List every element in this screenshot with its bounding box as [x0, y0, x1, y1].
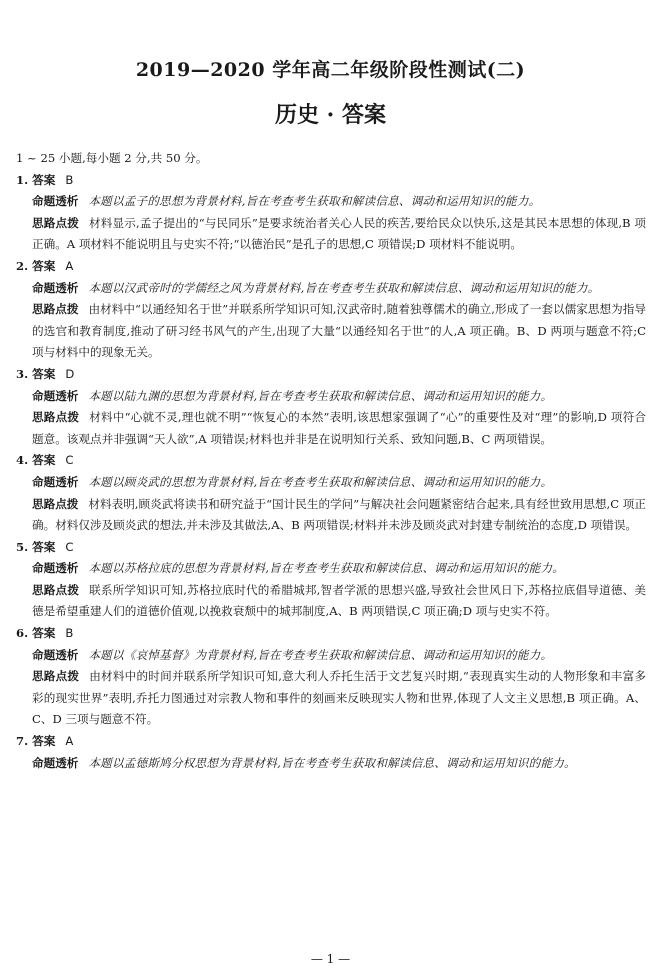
- analysis-text: 本题以孟子的思想为背景材料,旨在考查考生获取和解读信息、调动和运用知识的能力。: [88, 194, 541, 209]
- analysis-label: 命题透析: [32, 280, 79, 295]
- explanation-text: 材料中“心就不灵,理也就不明”“恢复心的本然”表明,该思想家强调了“心”的重要性及对“理”的影响,D 项符合题意。该观点并非强调“天人欲”,A 项错误;材料也并非是在说明知行关系、致知问题,B、C 两项错误。: [32, 410, 646, 446]
- answer-label: 答案: [32, 172, 56, 187]
- question-number: 6.: [16, 626, 29, 641]
- explanation-label: 思路点拨: [32, 669, 80, 684]
- analysis-label: 命题透析: [32, 755, 79, 770]
- question-number: 5.: [16, 539, 29, 554]
- analysis-text: 本题以苏格拉底的思想为背景材料,旨在考查考生获取和解读信息、调动和运用知识的能力。: [88, 561, 565, 576]
- explanation-label: 思路点拨: [32, 496, 79, 511]
- question-item: [16, 623, 646, 731]
- question-item: [16, 731, 646, 774]
- question-list: [16, 170, 646, 775]
- answer-option: A: [65, 734, 74, 749]
- question-answer-line: [16, 364, 646, 386]
- explanation-text: 材料表明,顾炎武将读书和研究益于“国计民生的学问”与解决社会问题紧密结合起来,具有经世致用思想,C 项正确。材料仅涉及顾炎武的想法,并未涉及其做法,A、B 两项错误;材料并未涉及顾炎武对封建专制统治的态度,D 项错误。: [32, 496, 646, 533]
- question-answer-line: [16, 623, 646, 645]
- analysis-label: 命题透析: [32, 474, 79, 489]
- page-title: 2019—2020 学年高二年级阶段性测试(二): [135, 59, 526, 81]
- analysis-row: [16, 558, 646, 580]
- analysis-row: [16, 278, 646, 300]
- analysis-row: [16, 472, 646, 494]
- page-subtitle: 历史 · 答案: [275, 102, 386, 128]
- explanation-label: 思路点拨: [32, 582, 80, 597]
- explanation-row: [16, 299, 646, 364]
- analysis-row: [16, 386, 646, 408]
- question-number: 4.: [16, 453, 29, 468]
- question-number: 7.: [16, 734, 29, 749]
- explanation-text: 材料显示,孟子提出的“与民同乐”是要求统治者关心人民的疾苦,要给民众以快乐,这是其民本思想的体现,B 项正确。A 项材料不能说明且与史实不符;“以德治民”是孔子的思想,C 项错误;D 项材料不能说明。: [32, 215, 646, 252]
- question-item: [16, 170, 646, 256]
- answer-label: 答案: [32, 366, 56, 381]
- analysis-label: 命题透析: [32, 388, 79, 403]
- page-number: — 1 —: [310, 952, 351, 966]
- explanation-label: 思路点拨: [32, 410, 80, 425]
- answer-option: C: [65, 453, 74, 468]
- question-item: [16, 256, 646, 364]
- question-item: [16, 450, 646, 536]
- question-item: [16, 364, 646, 450]
- answer-label: 答案: [32, 626, 56, 641]
- answer-option: A: [65, 258, 74, 273]
- answer-option: C: [65, 539, 74, 554]
- answer-label: 答案: [32, 453, 56, 468]
- analysis-label: 命题透析: [32, 647, 79, 662]
- explanation-row: [16, 494, 646, 537]
- analysis-text: 本题以孟德斯鸠分权思想为背景材料,旨在考查考生获取和解读信息、调动和运用知识的能力。: [88, 755, 576, 770]
- explanation-row: [16, 407, 646, 450]
- explanation-text: 联系所学知识可知,苏格拉底时代的希腊城邦,智者学派的思想兴盛,导致社会世风日下,苏格拉底倡导道德、美德是希望重建人们的道德价值观,以挽救衰颓中的城邦制度,A、B 两项错误,C 项正确;D 项与史实不符。: [32, 582, 646, 619]
- question-number: 3.: [16, 366, 29, 381]
- analysis-row: [16, 191, 646, 213]
- analysis-row: [16, 753, 646, 775]
- analysis-text: 本题以顾炎武的思想为背景材料,旨在考查考生获取和解读信息、调动和运用知识的能力。: [88, 474, 553, 489]
- analysis-text: 本题以《哀悼基督》为背景材料,旨在考查考生获取和解读信息、调动和运用知识的能力。: [88, 647, 553, 662]
- answer-label: 答案: [32, 734, 56, 749]
- question-number: 1.: [16, 172, 29, 187]
- answer-option: B: [65, 626, 74, 641]
- analysis-text: 本题以陆九渊的思想为背景材料,旨在考查考生获取和解读信息、调动和运用知识的能力。: [88, 388, 553, 403]
- question-answer-line: [16, 450, 646, 472]
- explanation-label: 思路点拨: [32, 302, 79, 317]
- question-number: 2.: [16, 258, 29, 273]
- answer-option: B: [65, 172, 74, 187]
- explanation-text: 由材料中的时间并联系所学知识可知,意大利人乔托生活于文艺复兴时期,“表现真实生动的人物形象和丰富多彩的现实世界”表明,乔托力图通过对宗教人物和事件的刻画来反映现实人物和世界,体现了人文主义思想,B 项正确。A、C、D 三项与题意不符。: [32, 669, 646, 727]
- question-item: [16, 537, 646, 623]
- intro-line: 1 ~ 25 小题,每小题 2 分,共 50 分。: [16, 151, 208, 165]
- answer-content: [16, 148, 646, 774]
- explanation-row: [16, 213, 646, 256]
- question-answer-line: [16, 256, 646, 278]
- explanation-row: [16, 666, 646, 731]
- explanation-row: [16, 580, 646, 623]
- explanation-text: 由材料中“以通经知名于世”并联系所学知识可知,汉武帝时,随着独尊儒术的确立,形成了一套以儒家思想为指导的选官和教育制度,推动了研习经书风气的产生,出现了大量“以通经知名于世”的人,A 项正确。B、D 两项与题意不符;C 项与材料中的现象无关。: [32, 302, 646, 360]
- explanation-label: 思路点拨: [32, 215, 80, 230]
- analysis-label: 命题透析: [32, 561, 79, 576]
- analysis-row: [16, 645, 646, 667]
- analysis-text: 本题以汉武帝时的学儒经之风为背景材料,旨在考查考生获取和解读信息、调动和运用知识的能力。: [88, 280, 600, 295]
- question-answer-line: [16, 537, 646, 559]
- answer-label: 答案: [32, 258, 56, 273]
- analysis-label: 命题透析: [32, 194, 79, 209]
- answer-label: 答案: [32, 539, 56, 554]
- question-answer-line: [16, 731, 646, 753]
- question-answer-line: [16, 170, 646, 192]
- answer-option: D: [65, 366, 75, 381]
